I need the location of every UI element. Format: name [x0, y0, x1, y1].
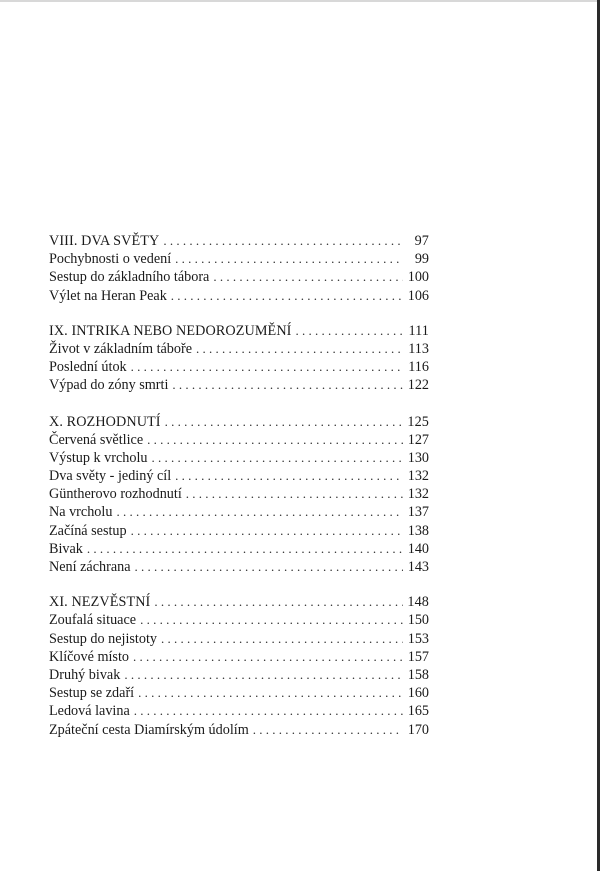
- toc-entry: [49, 648, 429, 666]
- toc-entry-page: 140: [407, 540, 429, 557]
- toc-entry: [49, 666, 429, 684]
- dot-leader: [131, 522, 403, 540]
- toc-entry-title: Není záchrana: [49, 559, 131, 575]
- toc-entry-page: 158: [407, 666, 429, 683]
- toc-entry: [49, 287, 429, 305]
- dot-leader: [154, 593, 403, 611]
- toc-entry: [49, 503, 429, 521]
- toc-entry: [49, 721, 429, 739]
- toc-entry: [49, 250, 429, 268]
- toc-entry-title: Život v základním táboře: [49, 340, 193, 357]
- toc-heading-page: 97: [414, 233, 429, 249]
- dot-leader: [124, 666, 403, 684]
- toc-entry: [49, 376, 429, 394]
- toc-heading: [49, 232, 429, 250]
- toc-entry: [49, 449, 429, 467]
- toc-entry-title: Zpáteční cesta Diamírským údolím: [49, 721, 249, 738]
- toc-entry-page: 153: [407, 630, 429, 647]
- toc-section-ix: [49, 322, 429, 395]
- toc-entry-title: Výstup k vrcholu: [49, 449, 148, 466]
- toc-entry-page: 106: [407, 287, 429, 304]
- dot-leader: [135, 558, 403, 576]
- toc-entry-title: Bivak: [49, 540, 83, 557]
- toc-entry-title: Výlet na Heran Peak: [49, 287, 167, 304]
- toc-section-xi: [49, 593, 429, 739]
- toc-entry-page: 99: [414, 251, 429, 268]
- toc-heading-page: 111: [408, 322, 429, 339]
- dot-leader: [163, 232, 403, 250]
- toc-entry-title: Klíčové místo: [49, 648, 129, 665]
- toc-entry-page: 137: [407, 504, 429, 521]
- dot-leader: [196, 340, 403, 358]
- toc-entry-title: Güntherovo rozhodnutí: [49, 486, 182, 503]
- toc-entry-title: Výpad do zóny smrti: [49, 377, 169, 394]
- toc-heading-title: X. ROZHODNUTÍ: [49, 413, 161, 430]
- toc-heading: [49, 593, 429, 611]
- dot-leader: [165, 413, 403, 431]
- toc-entry-page: 157: [407, 648, 429, 665]
- toc-entry: [49, 630, 429, 648]
- toc-entry: [49, 558, 429, 576]
- toc-entry-page: 165: [407, 703, 429, 720]
- toc-section-viii: [49, 232, 429, 305]
- toc-entry-title: Na vrcholu: [49, 504, 113, 521]
- toc-entry: [49, 485, 429, 503]
- toc-entry-page: 116: [408, 359, 429, 376]
- toc-entry-title: Sestup do nejistoty: [49, 630, 157, 647]
- toc-entry-title: Červená světlice: [49, 431, 144, 448]
- table-of-contents: [49, 232, 429, 756]
- toc-entry: [49, 340, 429, 358]
- toc-entry-title: Sestup se zdaří: [49, 685, 135, 702]
- dot-leader: [213, 268, 403, 286]
- toc-entry-title: Pochybnosti o vedení: [49, 251, 172, 268]
- dot-leader: [175, 250, 403, 268]
- toc-entry: [49, 684, 429, 702]
- toc-entry-page: 130: [407, 449, 429, 466]
- dot-leader: [87, 540, 403, 558]
- dot-leader: [116, 503, 403, 521]
- toc-entry-page: 113: [408, 340, 429, 357]
- toc-entry-page: 132: [407, 486, 429, 503]
- toc-heading-title: IX. INTRIKA NEBO NEDOROZUMĚNÍ: [49, 322, 292, 339]
- toc-entry-title: Poslední útok: [49, 359, 127, 376]
- toc-entry: [49, 540, 429, 558]
- toc-entry-title: Dva světy - jediný cíl: [49, 468, 172, 485]
- dot-leader: [186, 485, 403, 503]
- toc-heading: [49, 413, 429, 431]
- dot-leader: [296, 322, 404, 340]
- dot-leader: [152, 449, 403, 467]
- dot-leader: [140, 611, 403, 629]
- dot-leader: [131, 358, 403, 376]
- toc-entry-page: 160: [407, 685, 429, 702]
- toc-heading-title: XI. NEZVĚSTNÍ: [49, 594, 151, 611]
- dot-leader: [172, 376, 403, 394]
- toc-entry: [49, 431, 429, 449]
- dot-leader: [161, 630, 403, 648]
- toc-entry: [49, 467, 429, 485]
- toc-entry: [49, 702, 429, 720]
- dot-leader: [133, 648, 403, 666]
- toc-entry-page: 100: [407, 269, 429, 286]
- toc-entry-title: Sestup do základního tábora: [49, 269, 210, 286]
- toc-entry-page: 132: [407, 468, 429, 485]
- toc-entry-page: 143: [407, 559, 429, 575]
- toc-entry: [49, 268, 429, 286]
- toc-entry-title: Ledová lavina: [49, 703, 130, 720]
- toc-entry-title: Začíná sestup: [49, 522, 127, 539]
- toc-entry-page: 150: [407, 612, 429, 629]
- toc-heading-title: VIII. DVA SVĚTY: [49, 233, 160, 249]
- toc-heading: [49, 322, 429, 340]
- toc-entry-title: Zoufalá situace: [49, 612, 137, 629]
- toc-entry-page: 138: [407, 522, 429, 539]
- toc-entry: [49, 611, 429, 629]
- toc-entry: [49, 358, 429, 376]
- dot-leader: [253, 721, 403, 739]
- toc-entry-page: 127: [407, 431, 429, 448]
- toc-entry-title: Druhý bivak: [49, 666, 121, 683]
- toc-entry: [49, 522, 429, 540]
- toc-heading-page: 148: [407, 594, 429, 611]
- dot-leader: [138, 684, 403, 702]
- dot-leader: [134, 702, 403, 720]
- dot-leader: [171, 287, 403, 305]
- dot-leader: [147, 431, 403, 449]
- dot-leader: [175, 467, 403, 485]
- toc-entry-page: 122: [407, 377, 429, 394]
- toc-entry-page: 170: [407, 721, 429, 738]
- toc-heading-page: 125: [407, 413, 429, 430]
- page-top-edge: [0, 0, 600, 2]
- toc-section-x: [49, 413, 429, 577]
